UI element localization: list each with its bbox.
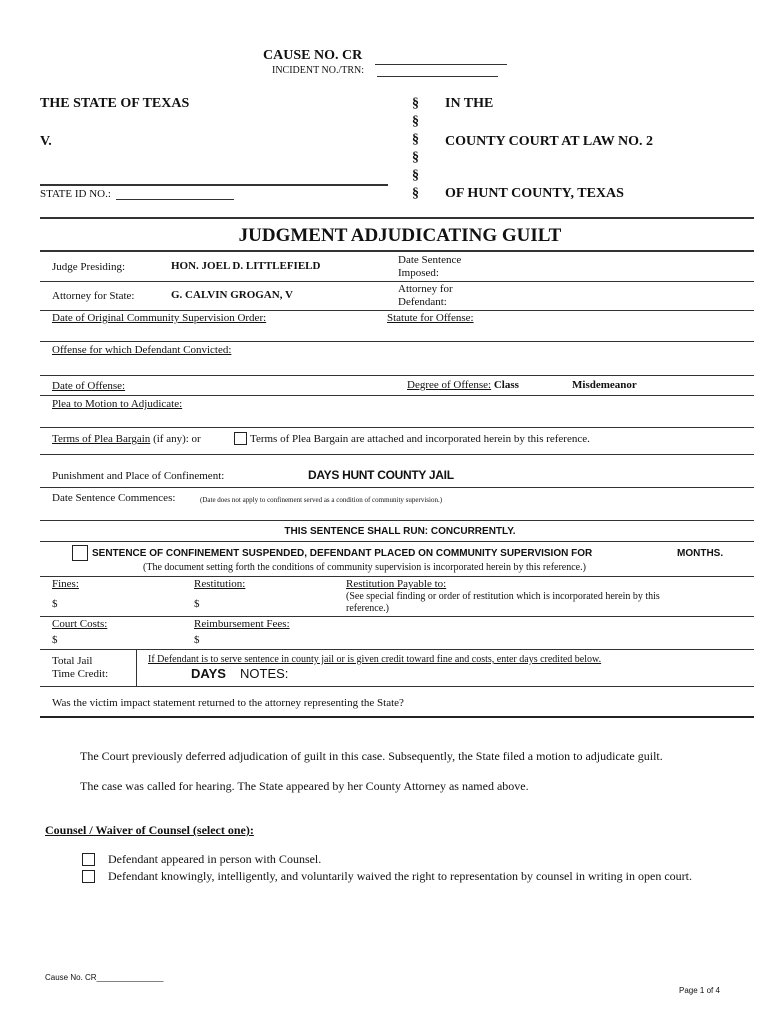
supervision-note: (The document setting forth the conditions of community supervision is incorporated herein by this reference.) — [143, 562, 586, 573]
counsel-option-1: Defendant appeared in person with Counsel. — [108, 852, 322, 866]
jail-credit-label-1: Total Jail — [52, 655, 93, 667]
section-mark-1: § — [412, 96, 419, 111]
section-mark-4: § — [412, 150, 419, 165]
row-rule-11 — [40, 576, 754, 577]
row-rule-10 — [40, 541, 754, 542]
date-sentence-label-1: Date Sentence — [398, 254, 462, 266]
row-rule-5 — [40, 395, 754, 396]
row-rule-7 — [40, 454, 754, 455]
section-mark-6: § — [412, 186, 419, 201]
paragraph-hearing: The case was called for hearing. The State appeared by her County Attorney as named above. — [80, 779, 529, 793]
jail-credit-label-2: Time Credit: — [52, 668, 109, 680]
row-rule-9 — [40, 520, 754, 521]
court-costs-label: Court Costs: — [52, 618, 108, 630]
form-bottom-rule — [40, 716, 754, 718]
statute-for-offense: Statute for Offense: — [387, 312, 474, 324]
section-mark-2: § — [412, 114, 419, 129]
footer-cause-number: Cause No. CR_______________ — [45, 973, 164, 982]
suspended-text: SENTENCE OF CONFINEMENT SUSPENDED, DEFENDANT PLACED ON COMMUNITY SUPERVISION FOR — [92, 548, 593, 559]
plea-to-motion: Plea to Motion to Adjudicate: — [52, 398, 183, 410]
date-commences-note: (Date does not apply to confinement served as a condition of community supervision.) — [200, 496, 443, 504]
restitution-note-1: (See special finding or order of restitution which is incorporated herein by this — [346, 591, 660, 602]
date-sentence-label-2: Imposed: — [398, 267, 439, 279]
reimbursement-value: $ — [194, 634, 200, 646]
page-title: JUDGMENT ADJUDICATING GUILT — [238, 225, 562, 246]
judge-value: HON. JOEL D. LITTLEFIELD — [171, 260, 321, 272]
date-of-offense: Date of Offense: — [52, 380, 126, 392]
incident-number-line — [377, 76, 498, 77]
cause-number-line — [375, 64, 507, 65]
cause-number: CAUSE NO. CR — [263, 48, 363, 63]
restitution-note-2: reference.) — [346, 603, 390, 614]
restitution-value: $ — [194, 598, 200, 610]
concurrently-text: THIS SENTENCE SHALL RUN: CONCURRENTLY. — [284, 526, 516, 537]
in-the: IN THE — [445, 96, 494, 111]
fines-label: Fines: — [52, 578, 79, 590]
days-label: DAYS — [191, 666, 226, 681]
state-of-texas: THE STATE OF TEXAS — [40, 96, 190, 111]
restitution-label: Restitution: — [194, 578, 246, 590]
section-mark-3: § — [412, 132, 419, 147]
state-id-line — [116, 199, 234, 200]
credit-instruction: If Defendant is to serve sentence in county jail or is given credit toward fine and costs, enter days credited below. — [148, 654, 602, 665]
degree-value: Misdemeanor — [572, 379, 637, 391]
attorney-state-label: Attorney for State: — [52, 290, 135, 302]
row-rule-14 — [40, 686, 754, 687]
date-commences-label: Date Sentence Commences: — [52, 492, 176, 504]
punishment-label: Punishment and Place of Confinement: — [52, 470, 225, 482]
court-name: COUNTY COURT AT LAW NO. 2 — [445, 134, 653, 149]
incident-number: INCIDENT NO./TRN: — [272, 65, 365, 76]
title-rule-top — [40, 217, 754, 219]
fines-value: $ — [52, 598, 58, 610]
versus: V. — [40, 134, 52, 149]
title-rule-bottom — [40, 250, 754, 252]
terms-attached-text: Terms of Plea Bargain are attached and incorporated herein by this reference. — [250, 433, 590, 445]
attorney-state-value: G. CALVIN GROGAN, V — [171, 289, 293, 301]
row-rule-12 — [40, 616, 754, 617]
judge-label: Judge Presiding: — [52, 261, 126, 273]
terms-of-plea-bargain: Terms of Plea Bargain (if any): or — [52, 433, 201, 445]
row-rule-4 — [40, 375, 754, 376]
notes-label: NOTES: — [240, 666, 289, 681]
state-id: STATE ID NO.: — [40, 188, 111, 200]
paragraph-deferred: The Court previously deferred adjudication of guilt in this case. Subsequently, the State filed a motion to adjudicate guilt. — [80, 749, 663, 763]
counsel-with-attorney-checkbox[interactable] — [82, 853, 95, 866]
months-text: MONTHS. — [677, 548, 724, 559]
counsel-heading: Counsel / Waiver of Counsel (select one): — [45, 823, 254, 837]
offense-convicted: Offense for which Defendant Convicted: — [52, 344, 232, 356]
date-original-supervision: Date of Original Community Supervision Order: — [52, 312, 267, 324]
attorney-def-label-1: Attorney for — [398, 283, 453, 295]
court-costs-value: $ — [52, 634, 58, 646]
supervision-checkbox[interactable] — [72, 545, 88, 561]
attorney-def-label-2: Defendant: — [398, 296, 447, 308]
punishment-value: DAYS HUNT COUNTY JAIL — [308, 468, 454, 482]
row-rule-1 — [40, 281, 754, 282]
terms-attached-checkbox[interactable] — [234, 432, 247, 445]
row-rule-6 — [40, 427, 754, 428]
reimbursement-label: Reimbursement Fees: — [194, 618, 290, 630]
degree-of-offense: Degree of Offense: Class — [407, 379, 519, 391]
row-rule-3 — [40, 341, 754, 342]
defendant-line — [40, 184, 388, 186]
counsel-option-2: Defendant knowingly, intelligently, and voluntarily waived the right to representation by counsel in writing in open court. — [108, 869, 692, 883]
county-name: OF HUNT COUNTY, TEXAS — [445, 186, 624, 201]
section-mark-5: § — [412, 168, 419, 183]
jail-credit-divider — [136, 650, 137, 686]
counsel-waived-checkbox[interactable] — [82, 870, 95, 883]
row-rule-13 — [40, 649, 754, 650]
row-rule-2 — [40, 310, 754, 311]
restitution-payable-label: Restitution Payable to: — [346, 578, 447, 590]
victim-impact-question: Was the victim impact statement returned to the attorney representing the State? — [52, 697, 404, 709]
page-number: Page 1 of 4 — [679, 986, 720, 995]
row-rule-8 — [40, 487, 754, 488]
